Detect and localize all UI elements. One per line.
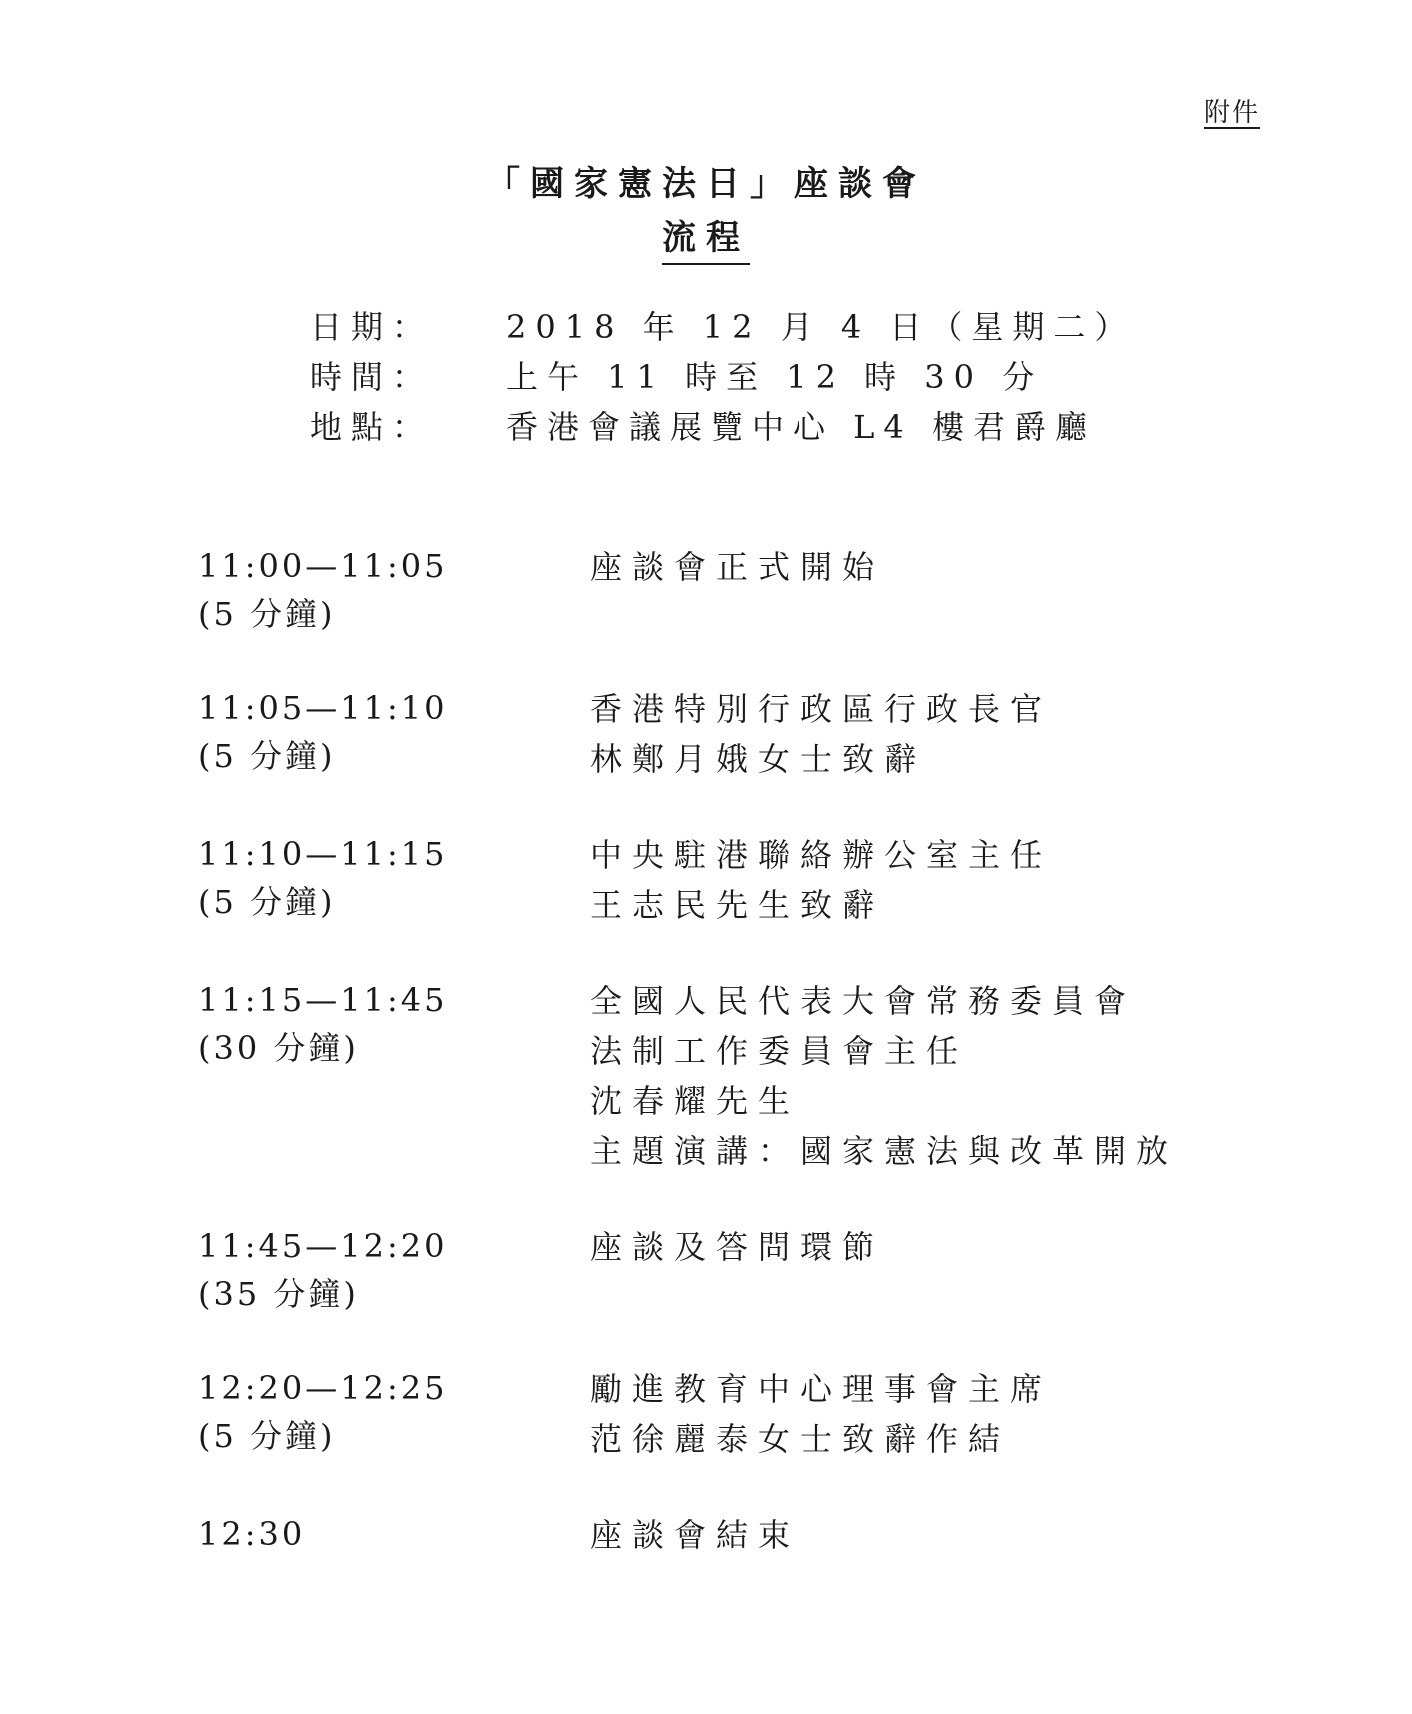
document-title: 「國家憲法日」座談會 [486,164,926,204]
schedule-description [590,1510,800,1560]
schedule-description [590,976,1178,1176]
schedule-time: 11:05—11:10 [198,689,448,727]
meta-venue-row [310,400,1135,450]
schedule-line: 座談及答問環節 [590,1228,885,1266]
schedule-line: 范徐麗泰女士致辭作結 [590,1420,1011,1458]
schedule-duration: (5 分鐘) [198,737,336,775]
schedule-time: 11:10—11:15 [198,835,448,873]
venue-value: 香港會議展覽中心 L4 樓君爵廳 [506,408,1096,446]
schedule-description [590,830,1052,930]
schedule-time-col [198,1510,590,1560]
schedule-line: 勵進教育中心理事會主席 [590,1370,1053,1408]
schedule-item [198,830,1258,930]
schedule-time-col [198,684,590,784]
schedule-line: 座談會正式開始 [590,548,885,586]
schedule-time-col [198,542,590,638]
schedule-line: 林鄭月娥女士致辭 [590,740,927,778]
schedule-description [590,1222,884,1318]
schedule-time-col [198,1364,590,1464]
schedule-description [590,1364,1052,1464]
schedule-time: 12:20—12:25 [198,1369,448,1407]
schedule-item [198,976,1258,1176]
schedule-item [198,684,1258,784]
time-label: 時間： [310,358,434,396]
schedule-time-col [198,976,590,1176]
schedule-time: 11:45—12:20 [198,1227,448,1265]
schedule-line: 王志民先生致辭 [590,886,885,924]
schedule-duration: (30 分鐘) [198,1029,359,1067]
schedule-line: 沈春耀先生 [590,1082,801,1120]
schedule-duration: (5 分鐘) [198,883,336,921]
schedule-line: 香港特別行政區行政長官 [590,690,1053,728]
schedule-time: 11:00—11:05 [198,547,448,585]
schedule-item [198,1364,1258,1464]
annex-label: 附件 [1203,98,1260,128]
schedule-time-col [198,1222,590,1318]
schedule-duration: (5 分鐘) [198,595,336,633]
schedule-line: 全國人民代表大會常務委員會 [590,982,1137,1020]
schedule-item [198,1222,1258,1318]
schedule-item [198,1510,1258,1560]
schedule-time-col [198,830,590,930]
time-value: 上午 11 時至 12 時 30 分 [506,358,1044,396]
date-value: 2018 年 12 月 4 日（星期二） [506,308,1136,346]
schedule-line: 法制工作委員會主任 [590,1032,969,1070]
event-meta [310,300,1135,450]
schedule-duration: (5 分鐘) [198,1417,336,1455]
schedule-line: 座談會結束 [590,1516,801,1554]
schedule-duration: (35 分鐘) [198,1275,359,1313]
schedule-description [590,684,1052,784]
schedule-time: 11:15—11:45 [198,981,448,1019]
subtitle-text: 流程 [662,210,750,265]
venue-label: 地點： [310,408,434,446]
document-subtitle [0,210,1412,265]
schedule-list [198,542,1258,1606]
meta-time-row [310,350,1135,400]
meta-date-row [310,300,1135,350]
schedule-time: 12:30 [198,1515,306,1553]
schedule-line: 中央駐港聯絡辦公室主任 [590,836,1053,874]
schedule-description [590,542,884,638]
schedule-line: 主題演講：國家憲法與改革開放 [590,1132,1179,1170]
date-label: 日期： [310,308,434,346]
schedule-item [198,542,1258,638]
